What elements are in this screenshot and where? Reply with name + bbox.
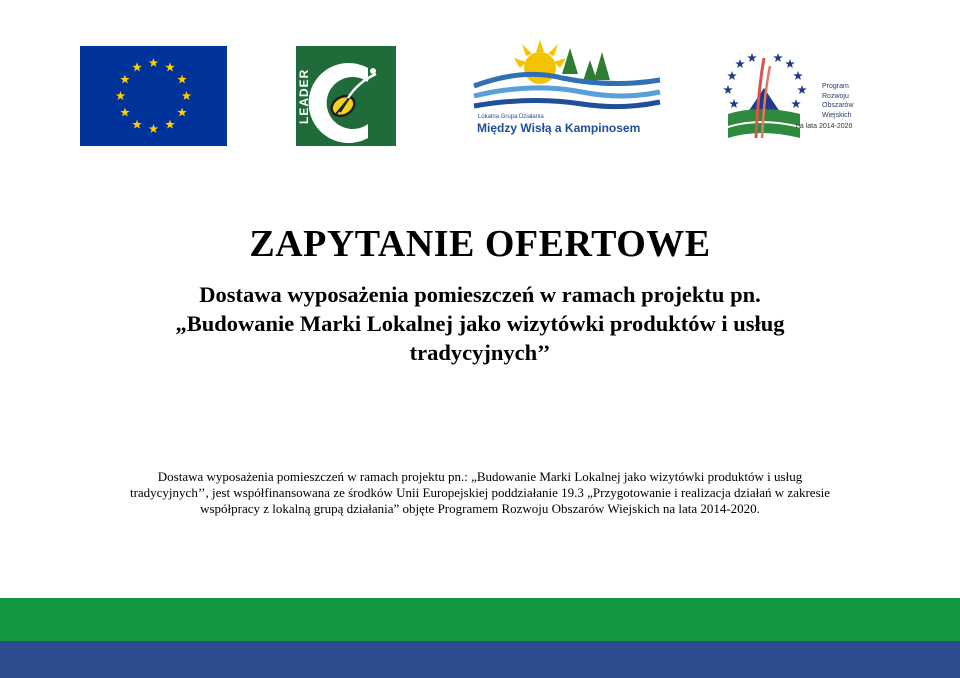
leader-logo-text: LEADER	[297, 68, 311, 124]
prow-line: Obszarów	[822, 102, 854, 109]
prow-star-icon	[747, 53, 757, 62]
prow-line: Program	[822, 83, 849, 90]
prow-logo-years: na lata 2014-2020	[796, 123, 853, 130]
lgd-logo-name: Między Wisłą a Kampinosem	[477, 121, 641, 135]
prow-logo-text	[822, 82, 854, 120]
document-title: ZAPYTANIE OFERTOWE	[249, 223, 711, 265]
prow-star-icon	[735, 59, 745, 68]
prow-star-icon	[727, 71, 737, 80]
prow-star-icon	[793, 71, 803, 80]
funding-note: Dostawa wyposażenia pomieszczeń w ramach projektu pn.: „Budowanie Marki Lokalnej jako wizytówki produktów i usług tradycyjnych’’, jest współfinansowana ze środków Unii Europejskiej poddziałanie 19.3 „Przygotowanie i realizacja działań w zakresie współpracy z lokalną grupą działania” objęte Programem Rozwoju Obszarów Wiejskich na lata 2014-2020.	[129, 469, 831, 516]
document-subtitle: Dostawa wyposażenia pomieszczeń w ramach projektu pn. „Budowanie Marki Lokalnej jako wizytówki produktów i usług tradycyjnych’’	[175, 282, 785, 365]
prow-star-icon	[773, 53, 783, 62]
prow-star-icon	[797, 85, 807, 94]
prow-line: Wiejskich	[822, 111, 852, 119]
logo-bar	[0, 0, 960, 160]
prow-star-icon	[791, 99, 801, 108]
prow-star-icon	[723, 85, 733, 94]
prow-star-icon	[729, 99, 739, 108]
prow-line: Rozwoju	[822, 92, 849, 100]
footer-band-blue	[0, 641, 960, 678]
footer-band-green	[0, 598, 960, 641]
prow-star-icon	[785, 59, 795, 68]
lgd-logo-caption: Lokalna Grupa Działania	[478, 114, 544, 120]
eu-flag-icon	[80, 46, 227, 146]
